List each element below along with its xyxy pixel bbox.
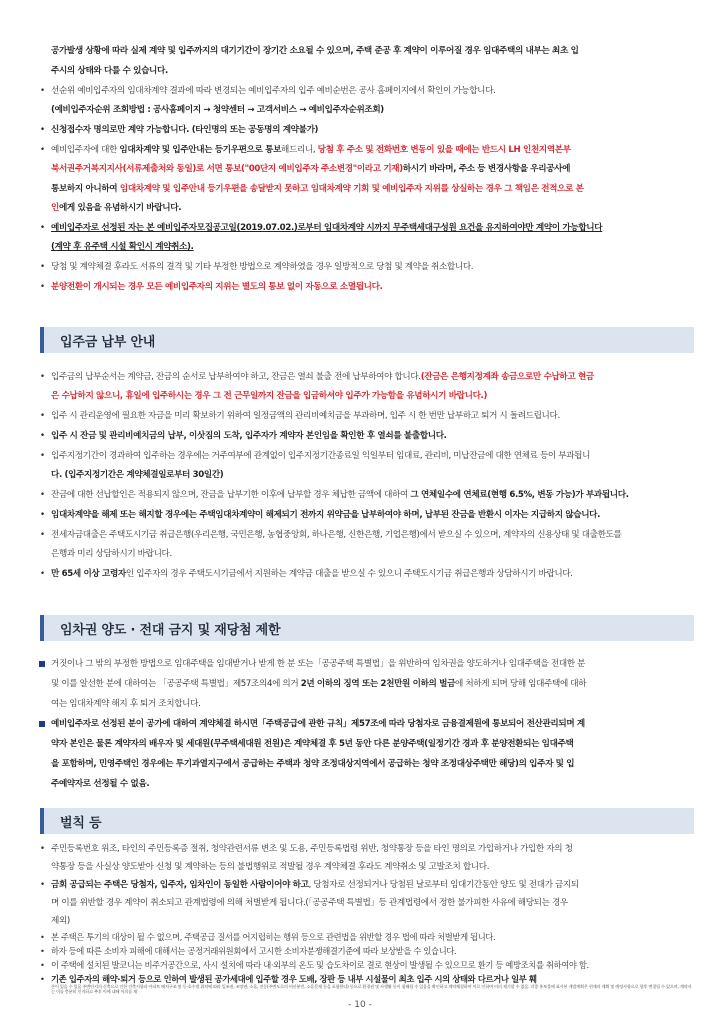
bullet-item: • 만 65세 이상 고령자인 입주자의 경우 주택도시기금에서 지원하는 계약금 대출을 받으실 수 있으니 주택도시기금 취급은행과 상담하시기 바랍니다. <box>40 569 573 579</box>
bullet-item-cont: 북서권주거복지지사(서류제출처와 동일)로 서면 통보("00단지 예비입주자 주소변경"이라고 기재)하시기 바라며, 주소 등 변경사항을 우리공사에 <box>51 164 571 174</box>
bullet-item: • 예비입주자로 선정된 자는 본 예비입주자모집공고일(2019.07.02.)로부터 임대차계약 시까지 무주택세대구성원 요건을 유지하여야만 계약이 가능합니다 <box>40 223 603 233</box>
section-title: 입주금 납부 안내 <box>60 335 156 350</box>
square-bullet-item-cont: 주예약자로 선정될 수 없음. <box>51 779 150 789</box>
section-title: 임차권 양도 · 전대 금지 및 재당첨 제한 <box>60 623 281 638</box>
bullet-item: • 입주금의 납부순서는 계약금, 잔금의 순서로 납부하여야 하고, 잔금은 열쇠 불출 전에 납부하여야 합니다.(잔금은 은행지정계좌 송금으로만 수납하고 현금 <box>40 372 594 382</box>
bullet-item: 주변단지의 신축으로 인한 건축시항과 아파트 배치구조 및 동·호수별 위치에 따라 일조권, 조망권, 소음, 진동(주변도로의 비산분진, 소음문제 <box>82 984 323 989</box>
bullet-item-cont: 은행과 미리 상담하시기 바랍니다. <box>51 549 172 559</box>
section-header-penalty <box>40 808 694 834</box>
bullet-item-cont: 인에게 있음을 유념하시기 바랍니다. <box>51 203 182 213</box>
square-bullet-item-cont: 약자 본인은 물론 계약자의 배우자 및 세대원(무주택세대원 전원)은 계약체결 후 5년 동안 다른 분양주택(일정기간 경과 후 분양전환되는 임대주택 <box>51 739 574 749</box>
bullet-item: • 선순위 예비입주자의 임대차계약 결과에 따라 변경되는 예비입주자의 입주 예비순번은 공사 홈페이지에서 확인이 가능합니다. <box>40 86 496 96</box>
bullet-item: 각종 홍보물에 표시된 개발계획은 현재의 계획 및 예정사항으로 향후 변경될 수 있으며, 계약자는 이를 충분히 인지하고 추후 이에 대해 이의를 제 <box>51 984 692 994</box>
bullet-item-cont: 약통장 등을 사실상 양도받아 신청 및 계약하는 등의 불법행위로 적발될 경우 계약체결 후라도 계약취소 및 고발조치 합니다. <box>51 862 490 872</box>
bullet-item: • 당첨 및 계약체결 후라도 서류의 결격 및 기타 부정한 방법으로 계약하였을 경우 일방적으로 당첨 및 계약을 취소합니다. <box>40 262 474 272</box>
square-bullet-icon <box>39 721 45 727</box>
bullet-item: • 금회 공급되는 주택은 당첨자, 입주자, 임차인이 동일한 사람이어야 하고, 당첨자로 선정되거나 당첨된 날로부터 임대기간동안 양도 및 전대가 금지되 <box>40 880 579 890</box>
square-bullet-item: 예비입주자로 선정된 분이 공가에 대하여 계약체결 하시면「주택공급에 관한 규칙」제57조에 따라 당첨자로 금융결제원에 통보되어 전산관리되며 계 <box>51 715 692 735</box>
square-bullet-item-cont: 및 이를 알선한 분에 대하여는 「공공주택 특별법」제57조의4에 의거 2년 이하의 징역 또는 2천만원 이하의 벌금에 처하게 되며 당해 임대주택에 대하 <box>51 679 587 689</box>
bullet-item: • 입주지정기간이 경과하여 입주하는 경우에는 거주여부에 관계없이 입주지정기간종료일 익일부터 임대료, 관리비, 미납잔금에 대한 연체료 등이 부과됩니 <box>40 451 591 461</box>
bullet-item: • 기존 입주자의 해약·퇴거 등으로 인하여 발생된 공가세대에 입주할 경우 도배, 장판 등 내부 시설물이 최초 입주 시의 상태와 다르거나 일부 훼 <box>40 974 537 984</box>
bullet-item-cont: 등을 포함한다) 등으로 환경권 및 사생활 등이 침해될 수 있음을 확인하고 계약체결하며 이로 인하여 이의 제기할 수 없음. <box>322 984 531 989</box>
page-number: - 10 - <box>348 1000 372 1010</box>
bullet-item-cont: (계약 후 유주택 시설 확인시 계약취소). <box>51 242 194 252</box>
square-bullet-item-cont: 을 포함하며, 민영주택인 경우에는 투기과열지구에서 공급하는 주택과 청약 조정대상지역에서 공급하는 청약 조정대상주택만 해당)의 입주자 및 입 <box>51 759 575 769</box>
bullet-item-cont: (예비입주자순위 조회방법 : 공사홈페이지 → 청약센터 → 고객서비스 → 예비입주자순위조회) <box>51 105 384 115</box>
bullet-item-cont: 다. (입주지정기간은 계약체결일로부터 30일간) <box>51 470 224 480</box>
bullet-item: • 입주 시 관리운영에 필요한 자금을 미리 확보하기 위하여 일정금액의 관리비예치금을 부과하며, 입주 시 한 번만 납부하고 퇴거 시 돌려드립니다. <box>40 411 560 421</box>
bullet-item: • 분양전환이 개시되는 경우 모든 예비입주자의 지위는 별도의 통보 없이 자동으로 소멸됩니다. <box>40 282 383 292</box>
section-header-payment <box>40 327 694 353</box>
bullet-item: • 임대차계약을 해제 또는 해지할 경우에는 주택임대차계약이 해제되기 전까지 위약금을 납부하여야 하며, 납부된 잔금을 반환시 이자는 지급하지 않습니다. <box>40 510 601 520</box>
bullet-item: • 하자 등에 따른 소비자 피해에 대해서는 공정거래위원회에서 고시한 소비자분쟁해결기준에 따라 보상받을 수 있습니다. <box>40 946 457 956</box>
bullet-item-cont: 은 수납하지 않으니, 휴일에 입주하시는 경우 그 전 근무일까지 잔금을 입금하셔야 입주가 가능함을 유념하시기 바랍니다.) <box>51 391 488 401</box>
section-title: 벌칙 등 <box>60 816 102 831</box>
square-bullet-item-cont: 여는 임대차계약 해지 후 퇴거 조치합니다. <box>51 699 201 709</box>
intro-line: 주시의 상태와 다를 수 있습니다. <box>51 66 168 76</box>
bullet-item: • 입주 시 잔금 및 관리비예치금의 납부, 이삿짐의 도착, 입주자가 계약자 본인임을 확인한 후 열쇠를 불출합니다. <box>40 431 447 441</box>
bullet-item: • 전세자금대출은 주택도시기금 취급은행(우리은행, 국민은행, 농협중앙회, 하나은행, 신한은행, 기업은행)에서 받으실 수 있으며, 계약자의 신용상태 및 대출한도를 <box>40 530 622 540</box>
square-bullet-item: 거짓이나 그 밖의 부정한 방법으로 임대주택을 임대받거나 받게 한 분 또는「공공주택 특별법」을 위반하여 임차권을 양도하거나 임대주택을 전대한 분 <box>51 655 692 675</box>
section-header-lease <box>40 615 694 641</box>
intro-line: 공가발생 상황에 따라 실제 계약 및 입주까지의 대기기간이 장기간 소요될 수 있으며, 주택 준공 후 계약이 이루어질 경우 임대주택의 내부는 최초 입 <box>51 46 579 56</box>
bullet-item-cont: 손이 있을 수 있음 <box>51 984 83 989</box>
bullet-item-cont: 며 이를 위반할 경우 계약이 취소되고 관계법령에 의해 처벌받게 됩니다.(「공공주택 특별법」등 관계법령에서 정한 불가피한 사유에 해당되는 경우 <box>51 898 568 908</box>
bullet-item-cont: 통보하지 아니하여 임대차계약 및 입주안내 등기우편을 송달받지 못하고 임대차계약 기회 및 예비입주자 지위를 상실하는 경우 그 책임은 전적으로 본 <box>51 184 584 194</box>
bullet-item: • 예비입주자에 대한 임대차계약 및 입주안내는 등기우편으로 통보해드리니, 당첨 후 주소 및 전화번호 변동이 있을 때에는 반드시 LH 인천지역본부 <box>40 145 571 155</box>
bullet-item: • 잔금에 대한 선납할인은 적용되지 않으며, 잔금을 납부기한 이후에 납부할 경우 체납한 금액에 대하여 그 연체일수에 연체료(현행 6.5%, 변동 가능)가 부과됩니다. <box>40 490 629 500</box>
square-bullet-icon <box>39 661 45 667</box>
bullet-item-cont: 제외) <box>51 916 70 926</box>
bullet-item: • 신청접수자 명의로만 계약 가능합니다. (타인명의 또는 공동명의 계약불가) <box>40 125 319 135</box>
bullet-item: • 이 주택에 설치된 발코니는 비주거공간으로, 사시 설치에 따라 내·외부의 온도 및 습도차이로 결로 현상이 발생될 수 있으므로 환기 등 예방조치를 취하여야 함. <box>40 960 589 970</box>
bullet-item: • 주민등록번호 위조, 타인의 주민등록증 절취, 청약관련서류 변조 및 도용, 주민등록법령 위반, 청약통장 등을 타인 명의로 가입하거나 가입한 자의 청 <box>40 844 573 854</box>
bullet-item: • 본 주택은 투기의 대상이 될 수 없으며, 주택공급 질서를 어지럽히는 행위 등으로 관련법을 위반할 경우 법에 따라 처벌받게 됩니다. <box>40 932 496 942</box>
